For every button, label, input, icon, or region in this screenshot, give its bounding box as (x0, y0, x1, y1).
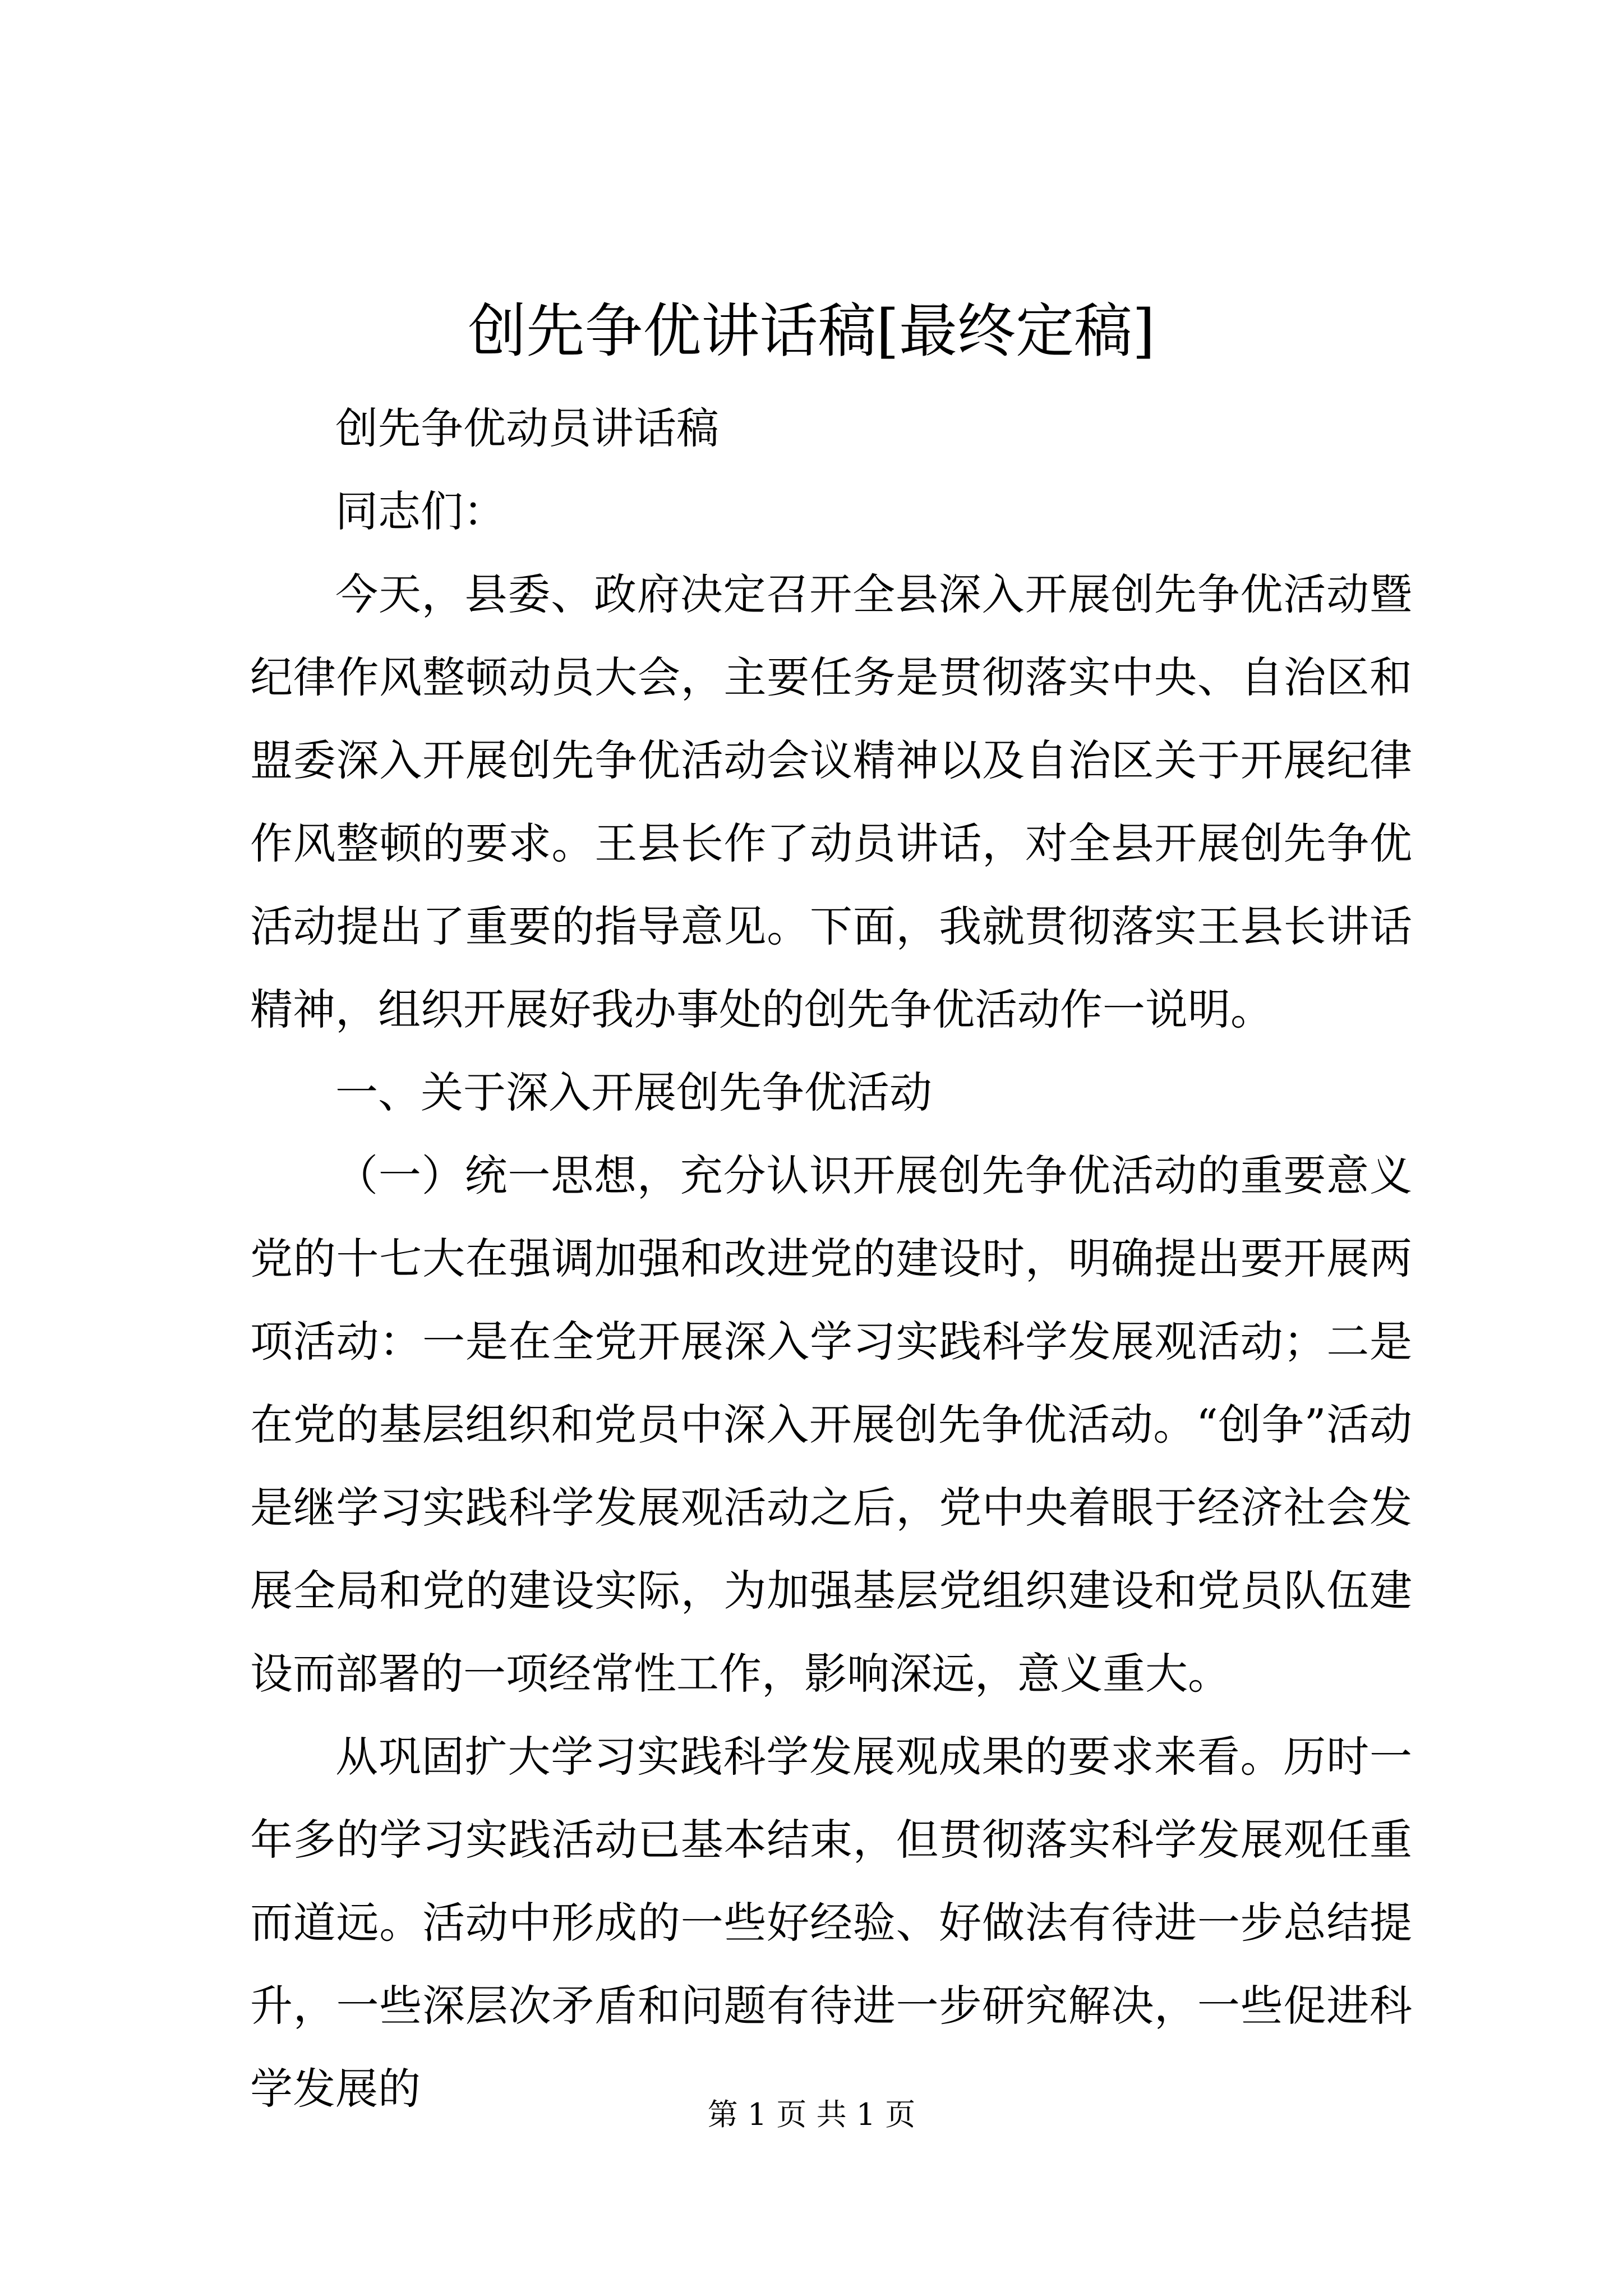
document-title: 创先争优讲话稿[最终定稿] (468, 297, 1155, 365)
subtitle-paragraph: 创先争优动员讲话稿 (335, 403, 719, 453)
body-paragraph: 从巩固扩大学习实践科学发展观成果的要求来看。历时一年多的学习实践活动已基本结束，但贯彻落实科学发展观任重而道远。活动中形成的一些好经验、好做法有待进一步总结提升，一些深层次矛盾和问题有待进一步研究解决，一些促进科学发展的 (250, 1732, 1412, 2114)
section-heading: 一、关于深入开展创先争优活动 (335, 1068, 932, 1117)
salutation-paragraph: 同志们： (335, 486, 506, 536)
document-body (250, 387, 1412, 2131)
page-footer: 第 1 页 共 1 页 (707, 2097, 916, 2132)
body-paragraph: （一）统一思想，充分认识开展创先争优活动的重要意义党的十七大在强调加强和改进党的建设时，明确提出要开展两项活动：一是在全党开展深入学习实践科学发展观活动；二是在党的基层组织和党员中深入开展创先争优活动。“创争”活动是继学习实践科学发展观活动之后，党中央着眼于经济社会发展全局和党的建设实际，为加强基层党组织建设和党员队伍建设而部署的一项经常性工作，影响深远，意义重大。 (250, 1151, 1412, 1699)
body-paragraph: 今天，县委、政府决定召开全县深入开展创先争优活动暨纪律作风整顿动员大会，主要任务是贯彻落实中央、自治区和盟委深入开展创先争优活动会议精神以及自治区关于开展纪律作风整顿的要求。王县长作了动员讲话，对全县开展创先争优活动提出了重要的指导意见。下面，我就贯彻落实王县长讲话精神，组织开展好我办事处的创先争优活动作一说明。 (250, 569, 1412, 1034)
